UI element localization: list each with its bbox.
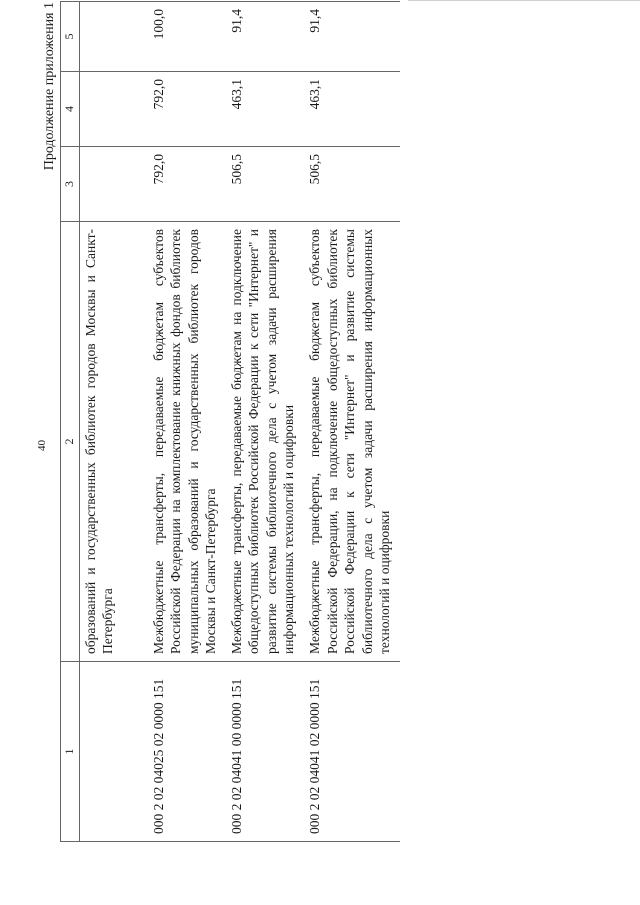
value-cell-col4	[79, 72, 148, 147]
page-number: 40	[36, 440, 48, 451]
value-cell-col5	[79, 2, 148, 72]
value-cell-col3: 792,0	[148, 147, 226, 222]
description-cell: образований и государственных библиотек городов Москвы и Санкт-Петербурга	[79, 222, 148, 662]
value-cell-col5: 91,4	[304, 2, 400, 72]
value-cell-col4: 792,0	[148, 72, 226, 147]
value-cell-col3	[79, 147, 148, 222]
appendix-caption: Продолжение приложения 1	[42, 2, 57, 171]
table-row	[79, 2, 148, 842]
value-cell-col5: 100,0	[148, 2, 226, 72]
column-number: 5	[61, 2, 80, 72]
table-row	[148, 2, 226, 842]
budget-table	[60, 1, 400, 842]
description-cell: Межбюджетные трансферты, передаваемые бюджетам на подключение общедоступных библиотек Российской Федерации к сети "Интернет" и развитие системы библиотечного дела с учетом задачи расширения информационных технологий и оцифровки	[226, 222, 304, 662]
description-cell: Межбюджетные трансферты, передаваемые бюджетам субъектов Российской Федерации на комплектование книжных фондов библиотек муниципальных образований и государственных библиотек городов Москвы и Санкт-Петербурга	[148, 222, 226, 662]
value-cell-col3: 506,5	[304, 147, 400, 222]
column-number: 4	[61, 72, 80, 147]
column-number: 1	[61, 662, 80, 842]
rotated-page-content	[38, 0, 638, 852]
value-cell-col4: 463,1	[304, 72, 400, 147]
budget-code-cell: 000 2 02 04025 02 0000 151	[148, 662, 226, 842]
column-number-row	[61, 2, 80, 842]
column-number: 2	[61, 222, 80, 662]
budget-code-cell	[79, 662, 148, 842]
value-cell-col4: 463,1	[226, 72, 304, 147]
budget-code-cell: 000 2 02 04041 00 0000 151	[226, 662, 304, 842]
table-row	[304, 2, 400, 842]
value-cell-col5: 91,4	[226, 2, 304, 72]
budget-code-cell: 000 2 02 04041 02 0000 151	[304, 662, 400, 842]
table-row	[226, 2, 304, 842]
description-cell: Межбюджетные трансферты, передаваемые бюджетам субъектов Российской Федерации, на подключение общедоступных библиотек Российской Федерации к сети "Интернет" и развитие системы библиотечного дела с учетом задачи расширения информационных технологий и оцифровки	[304, 222, 400, 662]
column-number: 3	[61, 147, 80, 222]
value-cell-col3: 506,5	[226, 147, 304, 222]
